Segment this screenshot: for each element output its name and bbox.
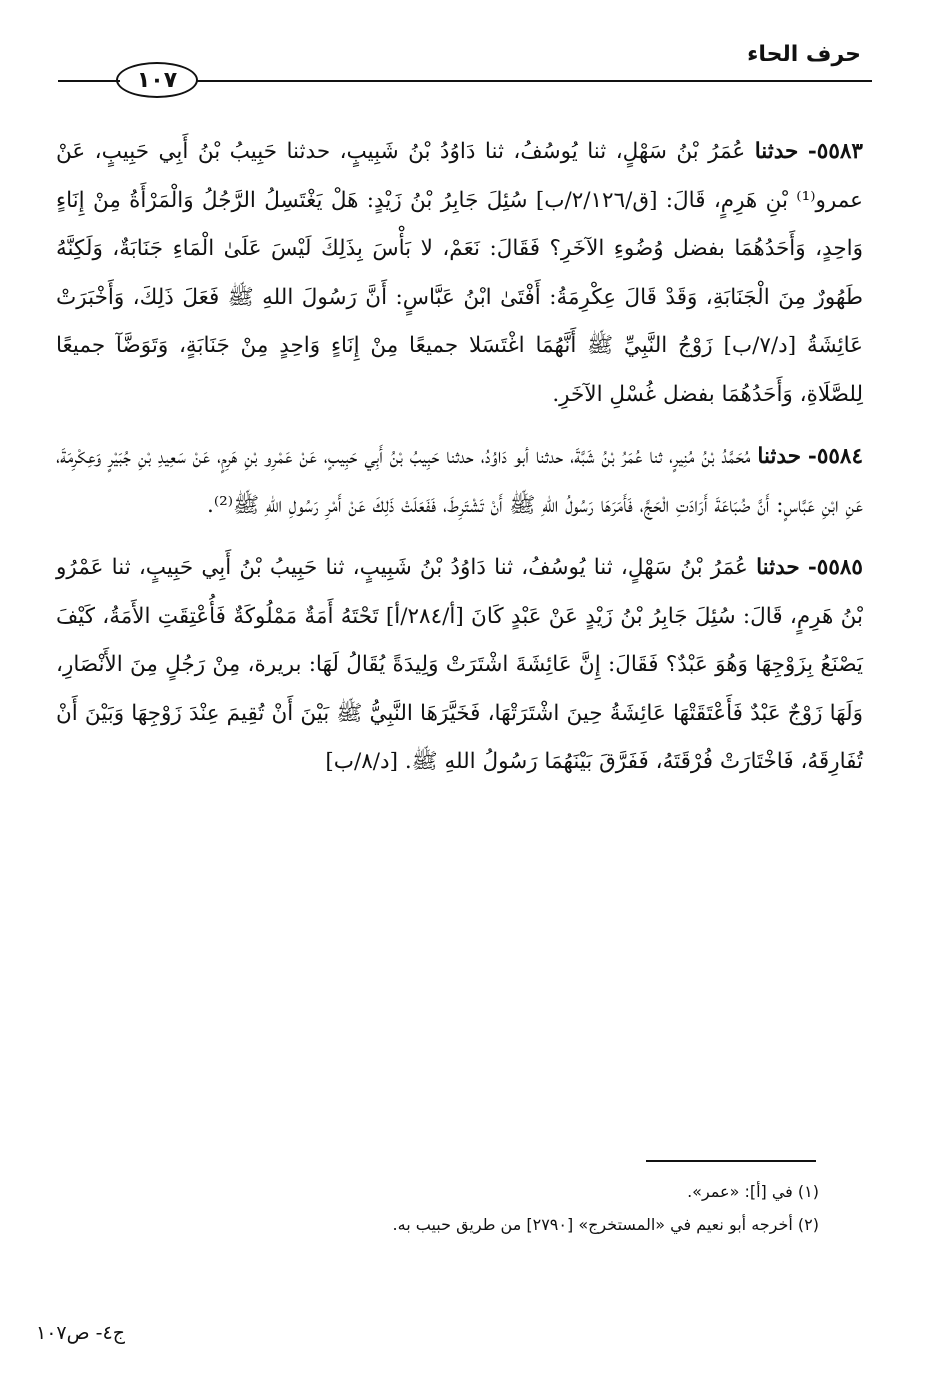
chapter-title: حرف الحاء: [747, 42, 861, 67]
hadith-lead: حدثنا: [754, 139, 799, 164]
hadith-number: ٥٥٨٤-: [807, 444, 864, 469]
hadith-entry: [56, 433, 863, 530]
footnotes: [56, 1175, 819, 1241]
header-rule-right: [196, 80, 872, 82]
hadith-text: مُحَمَّدُ بْنُ مُنِيرٍ، ثنا عُمَرُ بْنُ شَبَّةَ، حدثنا أبو دَاوُدُ، حدثنا حَبِيبُ بْنُ أَبِي حَبِيبٍ، عَنْ عَمْرِو بْنِ هَرِمٍ، عَنْ سَعِيدِ بْنِ جُبَيْرٍ وَعِكْرِمَةَ، عَنِ ابْنِ عَبَّاسٍ: أَنَّ ضُبَاعَةَ أَرَادَتِ الْحَجَّ، فَأَمَرَهَا رَسُولُ اللهِ ﷺ أَنْ تَشْتَرِطَ، فَفَعَلَتْ ذَلِكَ عَنْ أَمْرِ رَسُولِ اللهِ ﷺ⁽²⁾.: [56, 444, 863, 518]
hadith-number: ٥٥٨٥-: [807, 555, 863, 580]
hadith-entry: [56, 544, 863, 787]
hadith-text: عُمَرُ بْنُ سَهْلٍ، ثنا يُوسُفُ، ثنا دَاوُدُ بْنُ شَبِيبٍ، ثنا حَبِيبُ بْنُ أَبِي حَبِيبٍ، ثنا عَمْرُو بْنُ هَرِمٍ، قَالَ: سُئِلَ جَابِرُ بْنُ زَيْدٍ عَنْ عَبْدٍ كَانَ [أ/٢٨٤/أ] تَحْتَهُ أَمَةٌ مَمْلُوكَةٌ فَأُعْتِقَتِ الأَمَةُ، كَيْفَ يَصْنَعُ بِزَوْجِهَا وَهُوَ عَبْدٌ؟ فَقَالَ: إِنَّ عَائِشَةَ اشْتَرَتْ وَلِيدَةً يُقَالُ لَهَا: بريرة، مِنْ رَجُلٍ مِنَ الأَنْصَارِ، وَلَهَا زَوْجٌ عَبْدٌ فَأَعْتَقَتْهَا عَائِشَةُ حِينَ اشْتَرَتْهَا، فَخَيَّرَهَا النَّبِيُّ ﷺ بَيْنَ أَنْ تُقِيمَ عِنْدَ زَوْجِهَا وَبَيْنَ أَنْ تُفَارِقَهُ، فَاخْتَارَتْ فُرْقَتَهُ، فَفَرَّقَ بَيْنَهُمَا رَسُولُ اللهِ ﷺ. [د/٨/ب]: [56, 555, 863, 774]
footnote: (٢) أخرجه أبو نعيم في «المستخرج» [٢٧٩٠] من طريق حبيب به.: [392, 1215, 819, 1234]
hadith-number: ٥٥٨٣-: [807, 139, 863, 164]
hadith-entry: [56, 128, 863, 419]
volume-reference: ج٤- ص١٠٧: [36, 1322, 125, 1344]
footnote-separator: [646, 1160, 816, 1162]
hadith-lead: حدثنا: [756, 555, 800, 580]
page-number-badge: [116, 62, 198, 98]
footnote: (١) في [أ]: «عمر».: [687, 1182, 819, 1201]
header-rule-left: [58, 80, 120, 82]
main-text: [56, 128, 863, 801]
hadith-lead: حدثنا: [757, 444, 801, 469]
hadith-text: عُمَرُ بْنُ سَهْلٍ، ثنا يُوسُفُ، ثنا دَاوُدُ بْنُ شَبِيبٍ، حدثنا حَبِيبُ بْنُ أَبِي حَبِيبٍ، عَنْ عمرو⁽¹⁾ بْنِ هَرِمٍ، قَالَ: [ق/٢/١٢٦/ب] سُئِلَ جَابِرُ بْنُ زَيْدٍ: هَلْ يَغْتَسِلُ الرَّجُلُ وَالْمَرْأَةُ مِنْ إِنَاءٍ وَاحِدٍ، وَأَحَدُهُمَا بفضل وُضُوءِ الآخَرِ؟ فَقَالَ: نَعَمْ، لا بَأْسَ بِذَلِكَ لَيْسَ عَلَىٰ الْمَاءِ جَنَابَةٌ، وَلَكِنَّهُ طَهُورٌ مِنَ الْجَنَابَةِ، وَقَدْ قَالَ عِكْرِمَةُ: أَفْتَىٰ ابْنُ عَبَّاسٍ: أَنَّ رَسُولَ اللهِ ﷺ فَعَلَ ذَلِكَ، وَأَخْبَرَتْ عَائِشَةُ [د/٧/ب] زَوْجُ النَّبِيِّ ﷺ أَنَّهُمَا اغْتَسَلا جميعًا مِنْ إِنَاءٍ وَاحِدٍ مِنْ جَنَابَةٍ، وَتَوَضَّآ جميعًا لِلصَّلَاةِ، وَأَحَدُهُمَا بفضل غُسْلِ الآخَرِ.: [56, 139, 863, 407]
page-number: ١٠٧: [136, 67, 178, 93]
